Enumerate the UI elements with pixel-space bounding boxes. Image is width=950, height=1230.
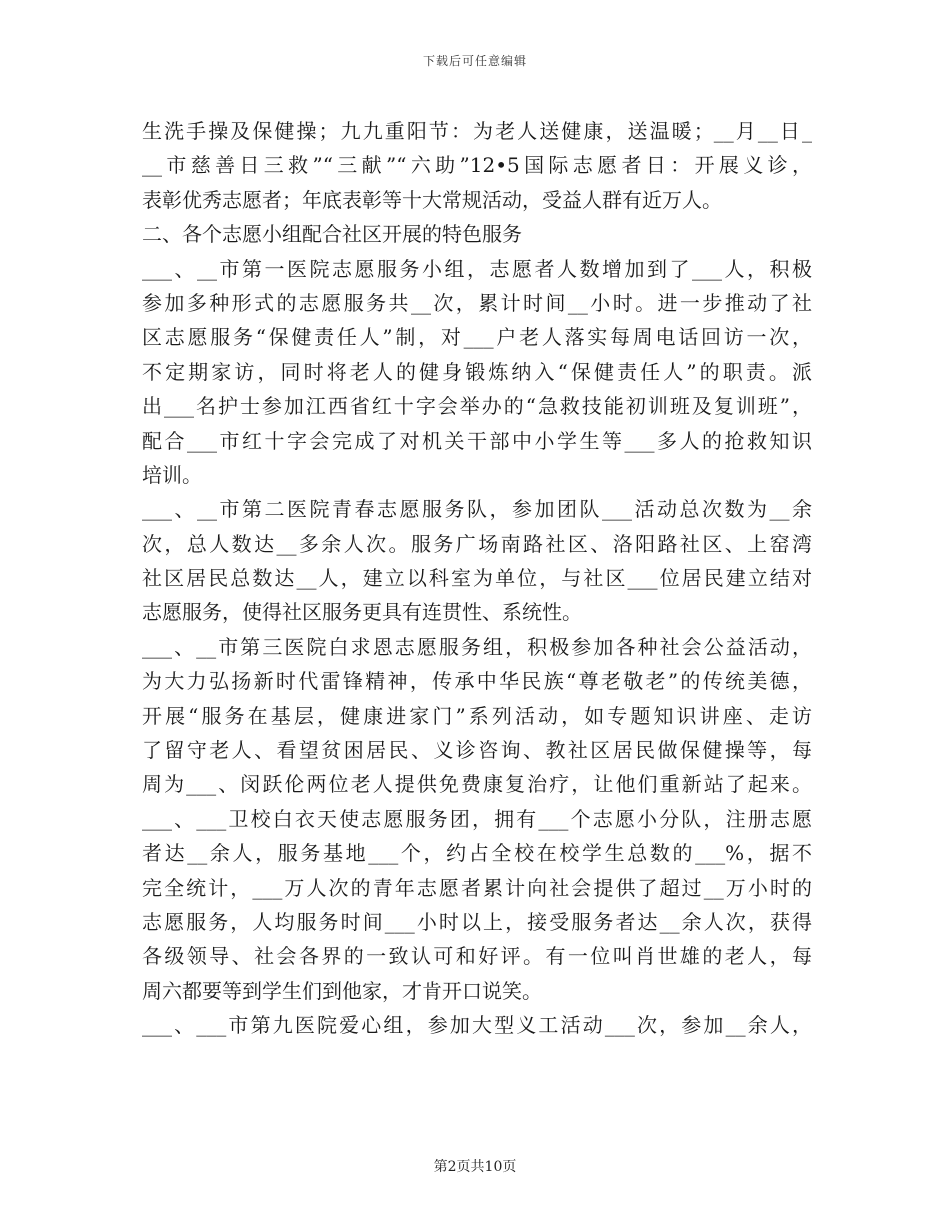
text-line: 志愿服务，人均服务时间___小时以上，接受服务者达__余人次，获得	[142, 909, 812, 934]
text-line: 配合___市红十字会完成了对机关干部中小学生等___多人的抢救知识	[142, 428, 812, 453]
text-line: 区志愿服务“保健责任人”制，对___户老人落实每周电话回访一次，	[142, 325, 812, 350]
text-line: ___、__市第三医院白求恩志愿服务组，积极参加各种社会公益活动，	[142, 634, 812, 659]
text-line: ___、__市第一医院志愿服务小组，志愿者人数增加到了___人，积极	[142, 256, 812, 281]
text-line: 完全统计，___万人次的青年志愿者累计向社会提供了超过__万小时的	[142, 875, 812, 900]
page-number: 第2页共10页	[433, 1159, 517, 1175]
text-line: 者达__余人，服务基地___个，约占全校在校学生总数的___%，据不	[142, 841, 812, 866]
text-line: 了留守老人、看望贫困居民、义诊咨询、教社区居民做保健操等，每	[142, 738, 812, 763]
text-line: 周六都要等到学生们到他家，才肯开口说笑。	[142, 978, 542, 1003]
text-line: 开展“服务在基层，健康进家门”系列活动，如专题知识讲座、走访	[142, 703, 812, 728]
text-line: 周为___、闵跃伦两位老人提供免费康复治疗，让他们重新站了起来。	[142, 772, 812, 797]
text-line: 表彰优秀志愿者；年底表彰等十大常规活动，受益人群有近万人。	[142, 187, 722, 212]
text-line: 为大力弘扬新时代雷锋精神，传承中华民族“尊老敬老”的传统美德，	[142, 669, 812, 694]
text-line: 培训。	[142, 462, 202, 487]
text-line: 二、各个志愿小组配合社区开展的特色服务	[142, 222, 522, 247]
text-line: 次，总人数达__多余人次。服务广场南路社区、洛阳路社区、上窑湾	[142, 531, 812, 556]
text-line: 志愿服务，使得社区服务更具有连贯性、系统性。	[142, 600, 582, 625]
text-line: ___、___市第九医院爱心组，参加大型义工活动___次，参加__余人，	[142, 1013, 812, 1038]
document-body	[142, 114, 812, 1043]
text-line: 出___名护士参加江西省红十字会举办的“急救技能初训班及复训班”，	[142, 394, 812, 419]
text-line: __市慈善日三救”“三献”“六助”12•5国际志愿者日：开展义诊，	[142, 153, 812, 178]
text-line: 参加多种形式的志愿服务共__次，累计时间__小时。进一步推动了社	[142, 290, 812, 315]
text-line: ___、___卫校白衣天使志愿服务团，拥有___个志愿小分队，注册志愿	[142, 806, 812, 831]
text-line: 社区居民总数达__人，建立以科室为单位，与社区___位居民建立结对	[142, 566, 812, 591]
page-header: 下载后可任意编辑	[422, 54, 527, 68]
text-line: ___、__市第二医院青春志愿服务队，参加团队___活动总次数为__余	[142, 497, 812, 522]
text-line: 生洗手操及保健操；九九重阳节：为老人送健康，送温暖；__月__日_	[142, 119, 812, 143]
text-line: 不定期家访，同时将老人的健身锻炼纳入“保健责任人”的职责。派	[142, 359, 812, 384]
text-line: 各级领导、社会各界的一致认可和好评。有一位叫肖世雄的老人，每	[142, 944, 812, 969]
